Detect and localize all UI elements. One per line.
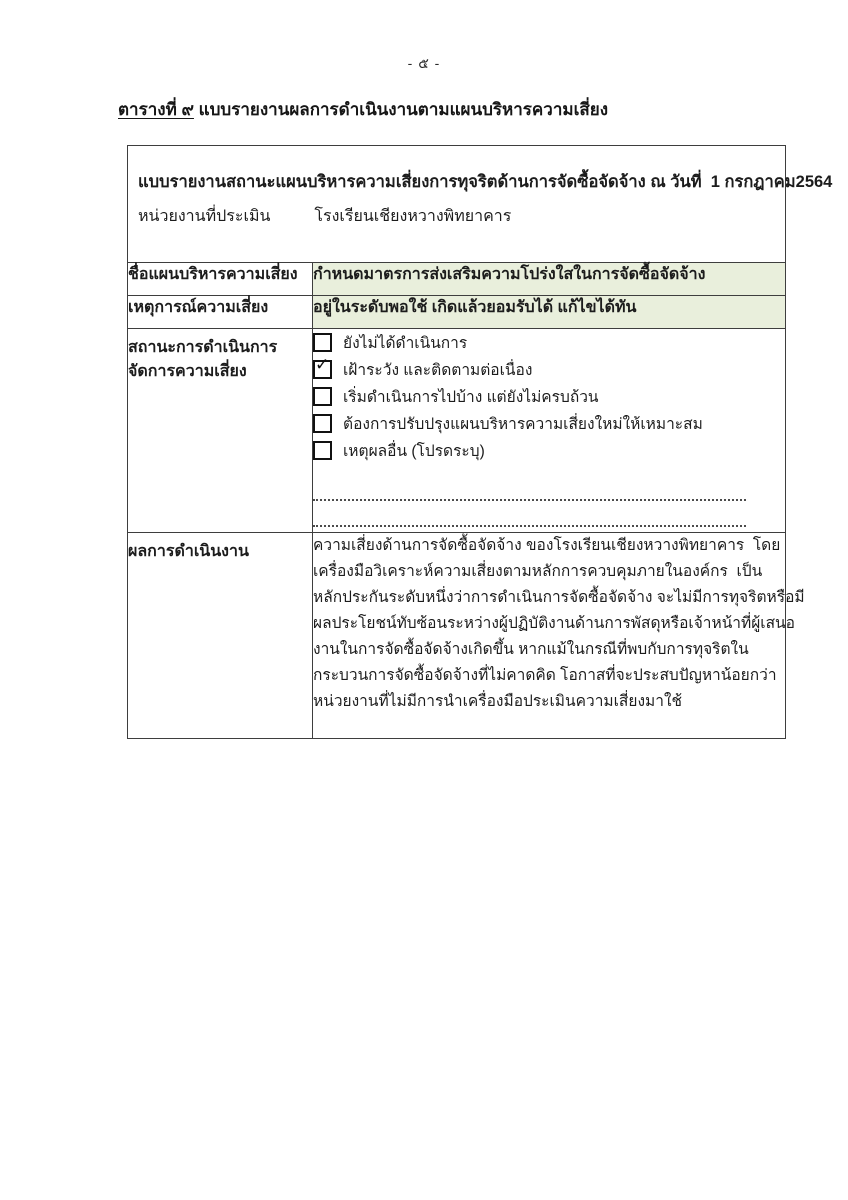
plan-name-value: กำหนดมาตรการส่งเสริมความโปร่งใสในการจัดซื้อจัดจ้าง	[313, 263, 786, 296]
dotted-fill-line	[313, 504, 746, 527]
status-option	[313, 410, 785, 437]
heading-table-number: ตารางที่ ๙	[118, 100, 194, 119]
result-label: ผลการดำเนินงาน	[128, 533, 313, 739]
table-row-plan-name	[128, 263, 786, 296]
status-option	[313, 383, 785, 410]
result-value-cell	[313, 533, 805, 739]
status-option	[313, 437, 785, 464]
heading-title: แบบรายงานผลการดำเนินงานตามแผนบริหารความเสี่ยง	[193, 100, 609, 119]
status-option-label: ยังไม่ได้ดำเนินการ	[343, 335, 468, 352]
dotted-fill-line	[313, 478, 746, 501]
checkbox-icon	[313, 441, 332, 460]
status-options-cell	[313, 329, 786, 533]
status-option	[313, 356, 785, 383]
status-option-label: เหตุผลอื่น (โปรดระบุ)	[343, 443, 485, 460]
document-heading	[118, 96, 608, 123]
report-title: แบบรายงานสถานะแผนบริหารความเสี่ยงการทุจริตด้านการจัดซื้อจัดจ้าง ณ วันที่ 1 กรกฎาคม2564	[138, 173, 833, 191]
status-option	[313, 329, 785, 356]
page-number: - ๕ -	[407, 55, 441, 71]
checkbox-icon	[313, 387, 332, 406]
checkbox-checked-icon	[313, 360, 332, 379]
status-option-label: เริ่มดำเนินการไปบ้าง แต่ยังไม่ครบถ้วน	[343, 389, 599, 406]
result-text-line: หน่วยงานที่ไม่มีการนำเครื่องมือประเมินความเสี่ยงมาใช้	[313, 693, 683, 710]
unit-label: หน่วยงานที่ประเมิน	[138, 208, 271, 225]
result-text-line: งานในการจัดซื้อจัดจ้างเกิดขึ้น หากแม้ในกรณีที่พบกับการทุจริตใน	[313, 641, 749, 658]
risk-event-label: เหตุการณ์ความเสี่ยง	[128, 296, 313, 329]
result-text-line: เครื่องมือวิเคราะห์ความเสี่ยงตามหลักการควบคุมภายในองค์กร เป็น	[313, 563, 763, 580]
plan-name-label: ชื่อแผนบริหารความเสี่ยง	[128, 263, 313, 296]
report-unit-line	[138, 204, 773, 229]
status-label-line2: จัดการความเสี่ยง	[128, 363, 247, 380]
checkbox-icon	[313, 333, 332, 352]
result-text-line: หลักประกันระดับหนึ่งว่าการดำเนินการจัดซื้อจัดจ้าง จะไม่มีการทุจริตหรือมี	[313, 589, 805, 606]
table-row-result	[128, 533, 786, 739]
status-label	[128, 329, 313, 533]
status-option-label: ต้องการปรับปรุงแผนบริหารความเสี่ยงใหม่ให้เหมาะสม	[343, 416, 703, 433]
status-label-line1: สถานะการดำเนินการ	[128, 339, 278, 356]
unit-value: โรงเรียนเชียงหวางพิทยาคาร	[314, 208, 512, 225]
status-option-label: เฝ้าระวัง และติดตามต่อเนื่อง	[343, 362, 533, 379]
table-row-risk-event	[128, 296, 786, 329]
result-text-line: ความเสี่ยงด้านการจัดซื้อจัดจ้าง ของโรงเรียนเชียงหวางพิทยาคาร โดย	[313, 537, 781, 554]
result-text-line: ผลประโยชน์ทับซ้อนระหว่างผู้ปฏิบัติงานด้านการพัสดุหรือเจ้าหน้าที่ผู้เสนอ	[313, 615, 795, 632]
result-text-line: กระบวนการจัดซื้อจัดจ้างที่ไม่คาดคิด โอกาสที่จะประสบปัญหาน้อยกว่า	[313, 667, 777, 684]
risk-report-table	[127, 145, 833, 739]
report-header-cell	[128, 146, 833, 263]
risk-event-value: อยู่ในระดับพอใช้ เกิดแล้วยอมรับได้ แก้ไขได้ทัน	[313, 296, 786, 329]
table-header-row	[128, 146, 786, 263]
checkbox-icon	[313, 414, 332, 433]
table-row-status	[128, 329, 786, 533]
